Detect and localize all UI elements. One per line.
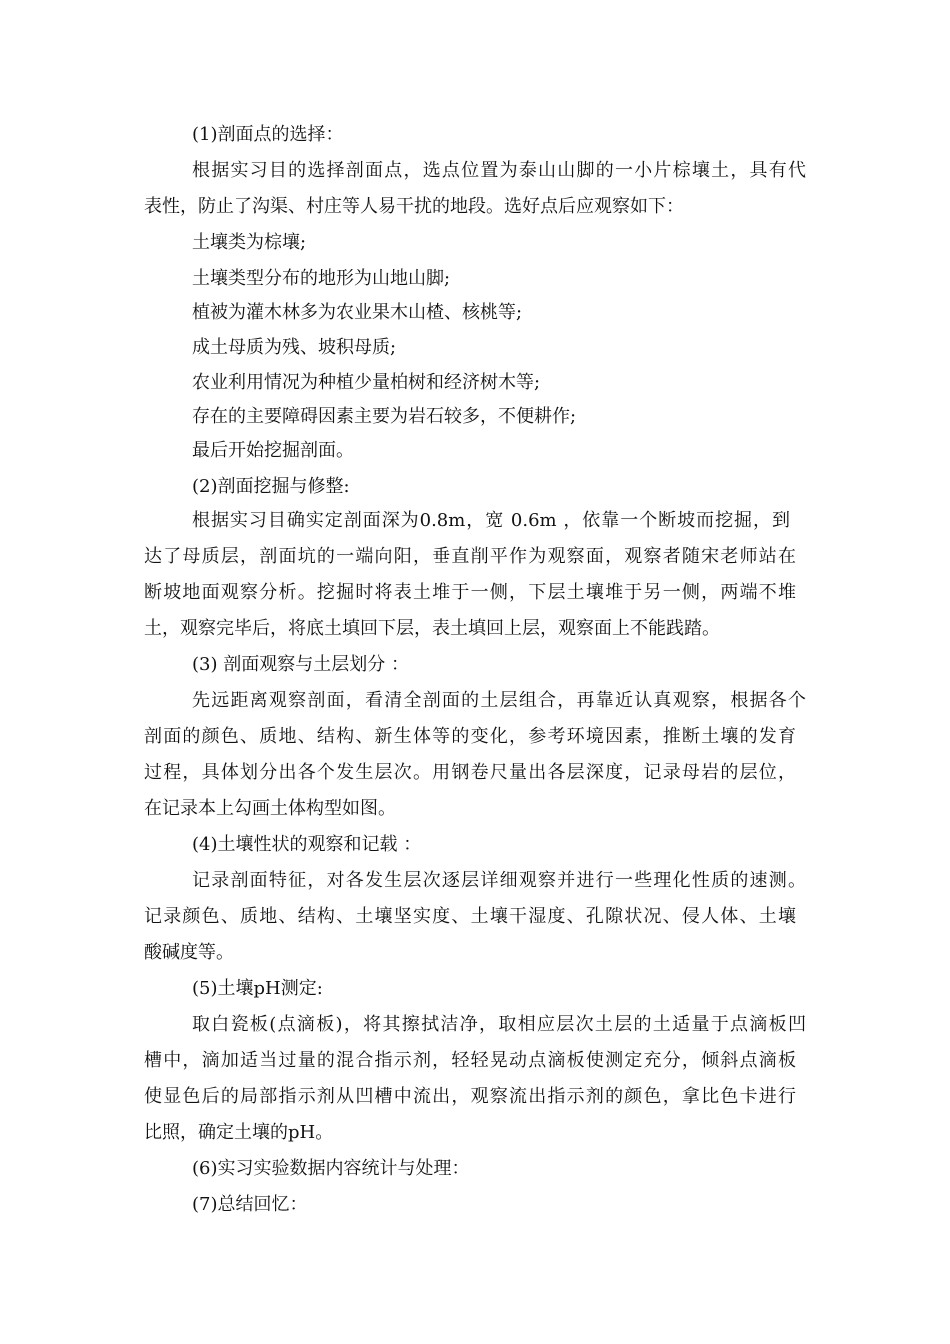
text-line: 槽中，滴加适当过量的混合指示剂，轻轻晃动点滴板使测定充分，倾斜点滴板 <box>144 1050 796 1071</box>
text-line: 根据实习目确实定剖面深为0.8m，宽 0.6m ，依靠一个断坡而挖掘，到 <box>192 510 790 531</box>
text-line: (6)实习实验数据内容统计与处理： <box>192 1158 470 1179</box>
text-line: 农业利用情况为种植少量柏树和经济树木等; <box>192 372 541 393</box>
text-line: 记录颜色、质地、结构、土壤坚实度、土壤干湿度、孔隙状况、侵人体、土壤 <box>144 906 796 927</box>
text-line: 断坡地面观察分析。挖掘时将表土堆于一侧，下层土壤堆于另一侧，两端不堆 <box>144 582 796 603</box>
text-line: 酸碱度等。 <box>144 942 234 963</box>
text-line: (1)剖面点的选择： <box>192 124 344 145</box>
text-line: (2)剖面挖掘与修整: <box>192 476 350 497</box>
text-line: 表性，防止了沟渠、村庄等人易干扰的地段。选好点后应观察如下： <box>144 196 684 217</box>
text-line: 植被为灌木林多为农业果木山楂、核桃等; <box>192 302 523 323</box>
text-line: 最后开始挖掘剖面。 <box>192 440 354 461</box>
text-line: 土壤类型分布的地形为山地山脚; <box>192 268 451 289</box>
text-line: 根据实习目的选择剖面点，选点位置为泰山山脚的一小片棕壤土，具有代 <box>192 160 806 181</box>
text-line: 过程，具体划分出各个发生层次。用钢卷尺量出各层深度，记录母岩的层位， <box>144 762 796 783</box>
text-line: 土，观察完毕后，将底土填回下层，表土填回上层，观察面上不能践踏。 <box>144 618 720 639</box>
text-line: 使显色后的局部指示剂从凹槽中流出，观察流出指示剂的颜色，拿比色卡进行 <box>144 1086 796 1107</box>
text-line: 成土母质为残、坡积母质; <box>192 337 397 358</box>
text-line: (7)总结回忆： <box>192 1194 308 1215</box>
text-line: 在记录本上勾画土体构型如图。 <box>144 798 396 819</box>
text-line: 土壤类为棕壤; <box>192 232 307 253</box>
text-line: 比照，确定土壤的pH。 <box>144 1122 334 1143</box>
text-line: 取白瓷板(点滴板)，将其擦拭洁净，取相应层次土层的土适量于点滴板凹 <box>192 1014 806 1035</box>
text-line: 剖面的颜色、质地、结构、新生体等的变化，参考环境因素，推断土壤的发育 <box>144 726 796 747</box>
text-line: (5)土壤pH测定: <box>192 978 323 999</box>
text-line: 达了母质层，剖面坑的一端向阳，垂直削平作为观察面，观察者随宋老师站在 <box>144 546 796 567</box>
text-line: 先远距离观察剖面，看清全剖面的土层组合，再靠近认真观察，根据各个 <box>192 690 806 711</box>
text-line: 存在的主要障碍因素主要为岩石较多，不便耕作; <box>192 406 577 427</box>
text-line: (3) 剖面观察与土层划分 ： <box>192 654 409 675</box>
text-line: 记录剖面特征，对各发生层次逐层详细观察并进行一些理化性质的速测。 <box>192 870 806 891</box>
text-line: (4)土壤性状的观察和记载 ： <box>192 834 422 855</box>
